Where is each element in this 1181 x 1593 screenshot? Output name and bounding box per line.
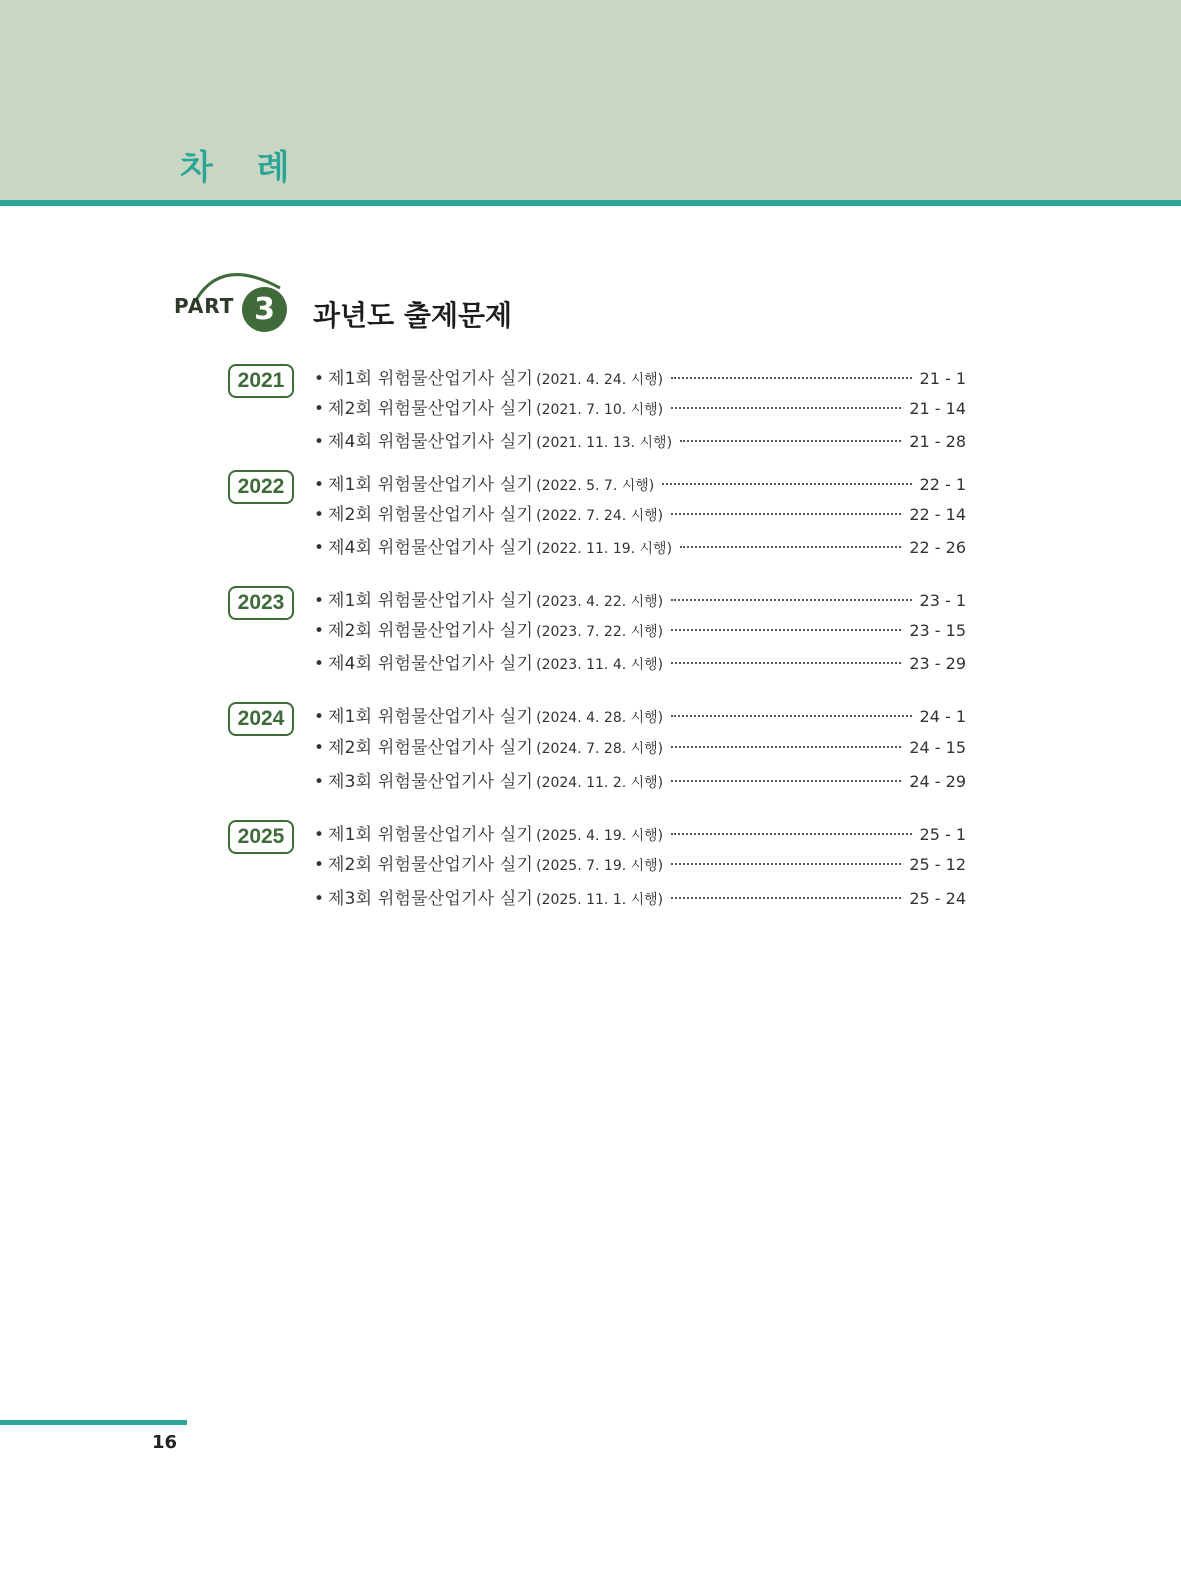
- dot-leader: [671, 377, 911, 379]
- bullet: •: [314, 889, 325, 909]
- entry-title: 제2회 위험물산업기사 실기: [328, 399, 534, 419]
- bullet: •: [314, 399, 325, 419]
- dot-leader: [680, 440, 901, 442]
- dot-leader: [671, 407, 901, 409]
- entry-date: (2021. 4. 24. 시행): [536, 372, 664, 388]
- bullet: •: [314, 855, 325, 875]
- entry-title: 제4회 위험물산업기사 실기: [328, 654, 534, 674]
- header-rule: [0, 200, 1181, 206]
- entry-title: 제2회 위험물산업기사 실기: [328, 855, 534, 875]
- dot-leader: [671, 715, 911, 717]
- entry-page: 21 - 1: [919, 369, 966, 388]
- bullet: •: [314, 538, 325, 558]
- toc-entry[interactable]: [314, 733, 966, 759]
- entry-page: 25 - 24: [909, 889, 966, 908]
- dot-leader: [671, 513, 901, 515]
- entry-title: 제1회 위험물산업기사 실기: [328, 825, 534, 845]
- entry-title: 제3회 위험물산업기사 실기: [328, 889, 534, 909]
- entry-title: 제2회 위험물산업기사 실기: [328, 505, 534, 525]
- toc-entry[interactable]: [314, 427, 966, 453]
- entry-page: 25 - 1: [919, 825, 966, 844]
- dot-leader: [671, 746, 901, 748]
- dot-leader: [671, 863, 901, 865]
- entry-page: 24 - 1: [919, 707, 966, 726]
- part-heading: [174, 264, 594, 344]
- entry-date: (2023. 7. 22. 시행): [536, 624, 664, 640]
- entry-page: 22 - 26: [909, 538, 966, 557]
- header-band: [0, 0, 1181, 201]
- dot-leader: [671, 780, 901, 782]
- bullet: •: [314, 825, 325, 845]
- toc-entry[interactable]: [314, 702, 966, 728]
- bullet: •: [314, 475, 325, 495]
- entry-date: (2024. 4. 28. 시행): [536, 710, 664, 726]
- entry-title: 제1회 위험물산업기사 실기: [328, 707, 534, 727]
- bullet: •: [314, 621, 325, 641]
- entry-date: (2022. 11. 19. 시행): [536, 541, 673, 557]
- entry-page: 21 - 14: [909, 399, 966, 418]
- entry-date: (2024. 7. 28. 시행): [536, 741, 664, 757]
- entry-date: (2025. 11. 1. 시행): [536, 892, 664, 908]
- dot-leader: [671, 833, 911, 835]
- entry-page: 25 - 12: [909, 855, 966, 874]
- dot-leader: [662, 483, 911, 485]
- bullet: •: [314, 654, 325, 674]
- entry-date: (2021. 11. 13. 시행): [536, 435, 673, 451]
- entry-page: 24 - 29: [909, 772, 966, 791]
- entry-page: 23 - 15: [909, 621, 966, 640]
- year-badge: 2025: [228, 820, 294, 854]
- toc-entry[interactable]: [314, 586, 966, 612]
- bullet: •: [314, 772, 325, 792]
- year-badge: 2022: [228, 470, 294, 504]
- year-badge: 2024: [228, 702, 294, 736]
- entry-title: 제1회 위험물산업기사 실기: [328, 591, 534, 611]
- year-badge: 2023: [228, 586, 294, 620]
- bullet: •: [314, 707, 325, 727]
- dot-leader: [671, 599, 911, 601]
- page-number: 16: [152, 1432, 178, 1453]
- toc-entry[interactable]: [314, 394, 966, 420]
- toc-entry[interactable]: [314, 850, 966, 876]
- entry-page: 22 - 14: [909, 505, 966, 524]
- footer-rule: [0, 1420, 187, 1425]
- entry-date: (2024. 11. 2. 시행): [536, 775, 664, 791]
- entry-date: (2021. 7. 10. 시행): [536, 402, 664, 418]
- entry-date: (2023. 11. 4. 시행): [536, 657, 664, 673]
- entry-title: 제1회 위험물산업기사 실기: [328, 369, 534, 389]
- toc-entry[interactable]: [314, 616, 966, 642]
- bullet: •: [314, 369, 325, 389]
- entry-date: (2022. 7. 24. 시행): [536, 508, 664, 524]
- entry-date: (2025. 7. 19. 시행): [536, 858, 664, 874]
- year-badge: 2021: [228, 364, 294, 398]
- toc-entry[interactable]: [314, 767, 966, 793]
- bullet: •: [314, 505, 325, 525]
- entry-page: 23 - 1: [919, 591, 966, 610]
- entry-date: (2023. 4. 22. 시행): [536, 594, 664, 610]
- entry-title: 제3회 위험물산업기사 실기: [328, 772, 534, 792]
- toc-entry[interactable]: [314, 820, 966, 846]
- entry-date: (2025. 4. 19. 시행): [536, 828, 664, 844]
- entry-title: 제4회 위험물산업기사 실기: [328, 538, 534, 558]
- dot-leader: [680, 546, 901, 548]
- entry-page: 23 - 29: [909, 654, 966, 673]
- toc-entry[interactable]: [314, 500, 966, 526]
- part-label: PART: [174, 294, 235, 318]
- entry-title: 제4회 위험물산업기사 실기: [328, 432, 534, 452]
- entry-title: 제2회 위험물산업기사 실기: [328, 738, 534, 758]
- dot-leader: [671, 897, 901, 899]
- dot-leader: [671, 629, 901, 631]
- toc-entry[interactable]: [314, 470, 966, 496]
- toc-entry[interactable]: [314, 884, 966, 910]
- toc-entry[interactable]: [314, 364, 966, 390]
- bullet: •: [314, 738, 325, 758]
- dot-leader: [671, 662, 901, 664]
- bullet: •: [314, 591, 325, 611]
- page-title: 차 례: [180, 148, 306, 188]
- entry-page: 24 - 15: [909, 738, 966, 757]
- entry-page: 21 - 28: [909, 432, 966, 451]
- part-title: 과년도 출제문제: [313, 299, 513, 332]
- part-number-badge: 3: [242, 287, 287, 332]
- entry-date: (2022. 5. 7. 시행): [536, 478, 655, 494]
- bullet: •: [314, 432, 325, 452]
- entry-title: 제1회 위험물산업기사 실기: [328, 475, 534, 495]
- entry-title: 제2회 위험물산업기사 실기: [328, 621, 534, 641]
- toc-entry[interactable]: [314, 649, 966, 675]
- toc-entry[interactable]: [314, 533, 966, 559]
- entry-page: 22 - 1: [919, 475, 966, 494]
